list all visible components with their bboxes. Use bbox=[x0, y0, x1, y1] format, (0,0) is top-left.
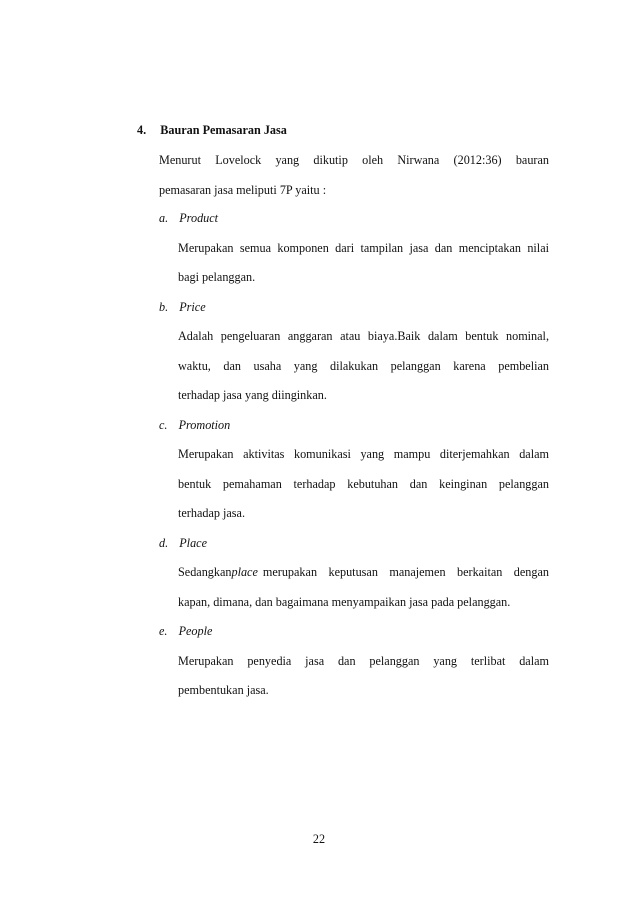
item-people-line-2: pembentukan jasa. bbox=[178, 683, 269, 697]
item-letter: b. bbox=[159, 300, 169, 314]
item-promotion-line-3: terhadap jasa. bbox=[178, 506, 245, 520]
page-number: 22 bbox=[312, 832, 326, 846]
item-people-line-1: Merupakan penyedia jasa dan pelanggan yang terlibat dalam bbox=[178, 654, 549, 668]
item-term: Product bbox=[179, 211, 219, 225]
item-people-heading bbox=[159, 623, 212, 639]
item-place-line-2: kapan, dimana, dan bagaimana menyampaikan jasa pada pelanggan. bbox=[178, 595, 511, 609]
item-letter: e. bbox=[159, 624, 168, 638]
item-letter: c. bbox=[159, 418, 168, 432]
item-letter: a. bbox=[159, 211, 169, 225]
section-title: Bauran Pemasaran Jasa bbox=[160, 123, 287, 137]
item-place-text-end: merupakan keputusan manajemen berkaitan dengan bbox=[262, 565, 549, 579]
item-term: Promotion bbox=[178, 418, 231, 432]
item-term: Price bbox=[179, 300, 206, 314]
item-place-heading bbox=[159, 535, 207, 551]
item-promotion-line-2: bentuk pemahaman terhadap kebutuhan dan keinginan pelanggan bbox=[178, 477, 549, 491]
item-price-line-2: waktu, dan usaha yang dilakukan pelanggan karena pembelian bbox=[178, 359, 549, 373]
item-promotion-heading bbox=[159, 417, 230, 433]
item-term: Place bbox=[179, 536, 207, 550]
item-price-line-1: Adalah pengeluaran anggaran atau biaya.Baik dalam bentuk nominal, bbox=[178, 329, 549, 343]
item-promotion-line-1: Merupakan aktivitas komunikasi yang mampu diterjemahkan dalam bbox=[178, 447, 549, 461]
item-product-line-1: Merupakan semua komponen dari tampilan jasa dan menciptakan nilai bbox=[178, 241, 549, 255]
item-price-line-3: terhadap jasa yang diinginkan. bbox=[178, 388, 327, 402]
intro-line-1: Menurut Lovelock yang dikutip oleh Nirwana (2012:36) bauran bbox=[159, 153, 549, 167]
item-price-heading bbox=[159, 299, 206, 315]
item-term: People bbox=[178, 624, 213, 638]
item-letter: d. bbox=[159, 536, 169, 550]
item-product-heading bbox=[159, 210, 218, 226]
item-place-text-start: Sedangkan bbox=[178, 565, 232, 579]
intro-line-2: pemasaran jasa meliputi 7P yaitu : bbox=[159, 183, 327, 197]
section-number: 4. bbox=[137, 123, 147, 137]
item-place-text-italic: place bbox=[231, 565, 258, 579]
item-place-line-1 bbox=[178, 564, 549, 580]
section-heading bbox=[137, 122, 287, 138]
item-product-line-2: bagi pelanggan. bbox=[178, 270, 256, 284]
